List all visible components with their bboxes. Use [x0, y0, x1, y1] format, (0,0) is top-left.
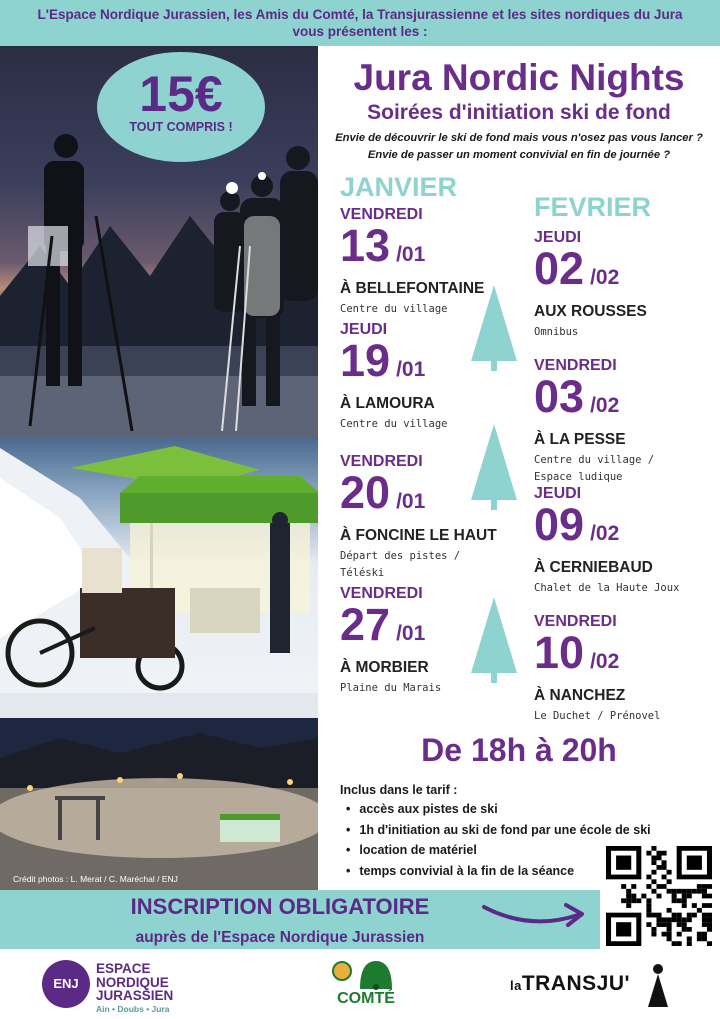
event-day-number: 03 — [534, 371, 585, 422]
enj-logo-line: ESPACE — [96, 961, 151, 976]
included-item: • temps convivial à la fin de la séance — [346, 861, 651, 882]
event-day: VENDREDI — [534, 613, 617, 630]
transju-name: TRANSJU' — [521, 972, 631, 995]
event-feb-09 — [534, 485, 714, 597]
event-place: AUX ROUSSES — [534, 303, 647, 320]
event-location-2: Téléski — [340, 567, 385, 579]
included-item: • 1h d'initiation au ski de fond par une école de ski — [346, 820, 651, 841]
event-place: À FONCINE LE HAUT — [340, 527, 497, 544]
event-day: JEUDI — [340, 321, 388, 338]
event-month: /01 — [396, 358, 426, 381]
event-month: /01 — [396, 490, 426, 513]
enj-logo-line: NORDIQUE — [96, 974, 169, 990]
event-location-2: Espace ludique — [534, 471, 623, 483]
event-day-number: 09 — [534, 499, 585, 550]
price-amount: 15€ — [139, 66, 223, 122]
comte-bell-icon — [330, 957, 402, 991]
event-date — [534, 243, 714, 302]
event-date — [340, 220, 520, 279]
qr-code-icon — [606, 846, 712, 946]
event-feb-10 — [534, 613, 714, 725]
price-caption: TOUT COMPRIS ! — [129, 120, 233, 134]
event-month: /01 — [396, 622, 426, 645]
photo-night-slope — [0, 718, 318, 890]
page-subtitle: Soirées d'initiation ski de fond — [367, 101, 671, 124]
month-february: FEVRIER — [534, 192, 652, 222]
event-day: JEUDI — [534, 229, 582, 246]
event-location: Chalet de la Haute Joux — [534, 582, 680, 594]
intro-line-2: Envie de passer un moment convivial en fin de journée ? — [367, 149, 671, 161]
enj-logo-text — [96, 962, 173, 1003]
transju-logo — [510, 972, 630, 996]
event-hours: De 18h à 20h — [421, 732, 617, 768]
event-place: À LAMOURA — [340, 395, 435, 412]
event-month: /02 — [590, 266, 620, 289]
event-location: Omnibus — [534, 326, 579, 338]
event-location: Centre du village — [340, 303, 448, 315]
header-band — [0, 0, 720, 46]
enj-logo-icon: ENJ — [42, 960, 90, 1008]
month-january: JANVIER — [340, 172, 458, 202]
event-day-number: 27 — [340, 599, 391, 650]
registration-subtitle: auprès de l'Espace Nordique Jurassien — [135, 929, 425, 946]
skier-silhouette-icon — [646, 963, 670, 1009]
event-place: À NANCHEZ — [534, 687, 626, 704]
event-day: VENDREDI — [340, 206, 423, 223]
event-place: À CERNIEBAUD — [534, 559, 653, 576]
event-day: JEUDI — [534, 485, 582, 502]
event-month: /02 — [590, 394, 620, 417]
photo-comte-stand — [0, 438, 318, 718]
included-title: Inclus dans le tarif : — [340, 783, 458, 797]
comte-logo-text: COMTÉ — [337, 990, 395, 1007]
event-date — [534, 499, 714, 558]
event-location: Le Duchet / Prénovel — [534, 710, 661, 722]
event-month: /01 — [396, 243, 426, 266]
photo-credit: Crédit photos : L. Merat / C. Maréchal / ENJ — [13, 874, 178, 884]
event-day: VENDREDI — [534, 357, 617, 374]
event-feb-02 — [534, 229, 714, 341]
header-line-2: vous présentent les : — [292, 24, 428, 39]
event-date — [534, 371, 714, 430]
fir-tree-icon — [470, 285, 518, 371]
transju-prefix: la — [510, 978, 522, 993]
intro-text — [318, 130, 720, 164]
registration-title: INSCRIPTION OBLIGATOIRE — [130, 894, 430, 919]
qr-code[interactable] — [606, 846, 712, 946]
event-day-number: 13 — [340, 220, 391, 271]
enj-logo-line: JURASSIEN — [96, 988, 174, 1003]
event-day-number: 20 — [340, 467, 391, 518]
page-title: Jura Nordic Nights — [353, 57, 685, 98]
included-list — [346, 799, 651, 881]
event-location: Centre du village / — [534, 454, 655, 466]
header-line-1: L'Espace Nordique Jurassien, les Amis du Comté, la Transjurassienne et les sites nordiques du Jura — [37, 7, 683, 22]
price-badge — [97, 52, 265, 162]
event-location: Départ des pistes / — [340, 550, 461, 562]
event-location: Plaine du Marais — [340, 682, 442, 694]
event-day: VENDREDI — [340, 453, 423, 470]
intro-line-1: Envie de découvrir le ski de fond mais vous n'osez pas vous lancer ? — [335, 132, 703, 144]
event-location: Centre du village — [340, 418, 448, 430]
fir-tree-icon — [470, 597, 518, 683]
event-place: À LA PESSE — [534, 431, 626, 448]
included-item: • location de matériel — [346, 840, 651, 861]
event-day-number: 10 — [534, 627, 585, 678]
enj-tagline: Ain • Doubs • Jura — [96, 1004, 170, 1014]
event-month: /02 — [590, 650, 620, 673]
event-date — [534, 627, 714, 686]
fir-tree-icon — [470, 424, 518, 510]
event-month: /02 — [590, 522, 620, 545]
arrow-right-icon — [480, 895, 590, 931]
event-feb-03 — [534, 357, 714, 486]
event-day-number: 19 — [340, 335, 391, 386]
included-item: • accès aux pistes de ski — [346, 799, 651, 820]
event-place: À MORBIER — [340, 659, 429, 676]
event-place: À BELLEFONTAINE — [340, 280, 485, 297]
event-day: VENDREDI — [340, 585, 423, 602]
event-day-number: 02 — [534, 243, 585, 294]
